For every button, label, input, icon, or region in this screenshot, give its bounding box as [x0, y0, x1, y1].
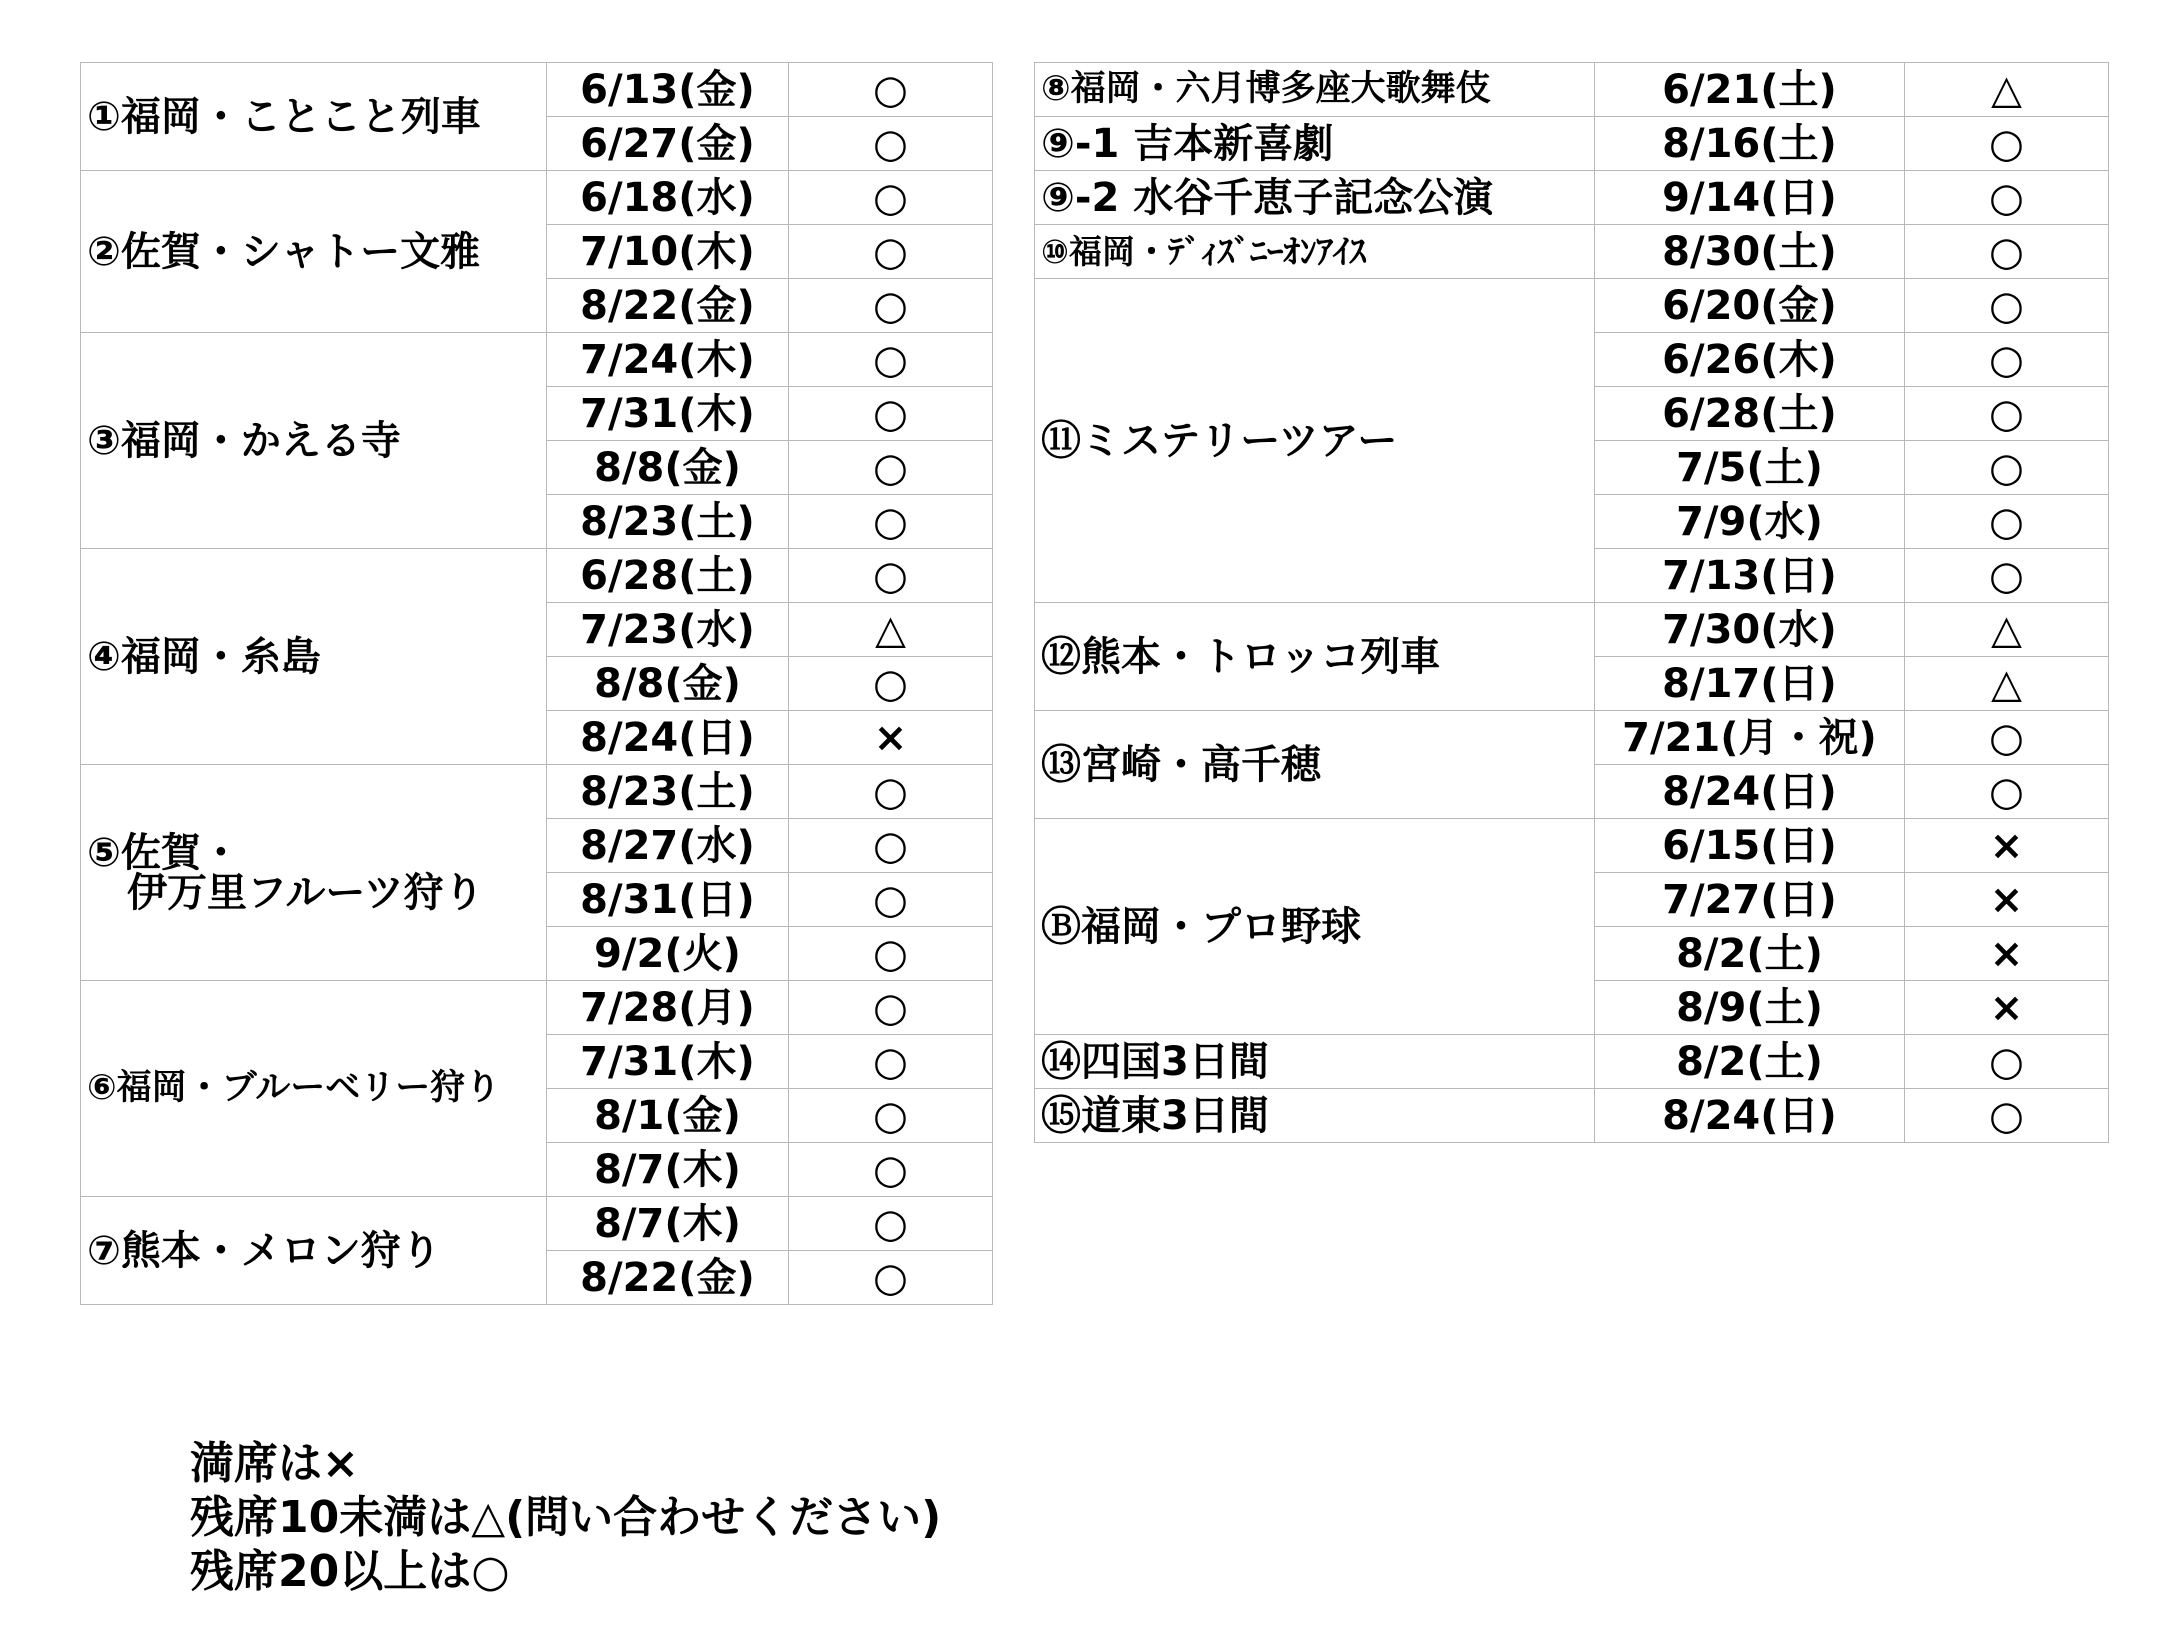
- tour-name-cell: [1035, 711, 1595, 819]
- tour-name-cell: [1035, 819, 1595, 1035]
- availability-cell: ○: [789, 225, 993, 279]
- tour-name-cell: [1035, 279, 1595, 603]
- availability-cell: ○: [789, 1035, 993, 1089]
- table-row: [81, 333, 993, 387]
- date-cell: 7/13(日): [1595, 549, 1905, 603]
- left-schedule-body: [81, 63, 993, 1305]
- availability-cell: ○: [1905, 171, 2109, 225]
- tour-name-line: ⑧福岡・六月博多座大歌舞伎: [1041, 69, 1491, 109]
- date-cell: 8/2(土): [1595, 927, 1905, 981]
- tour-name-cell: [1035, 225, 1595, 279]
- legend-few: 残席10未満は△(問い合わせください): [190, 1492, 942, 1543]
- availability-cell: △: [789, 603, 993, 657]
- date-cell: 7/10(木): [547, 225, 789, 279]
- availability-cell: ○: [789, 981, 993, 1035]
- availability-cell: ○: [1905, 387, 2109, 441]
- table-row: [81, 549, 993, 603]
- date-cell: 8/2(土): [1595, 1035, 1905, 1089]
- date-cell: 6/28(土): [1595, 387, 1905, 441]
- date-cell: 7/28(月): [547, 981, 789, 1035]
- table-row: [1035, 117, 2109, 171]
- date-cell: 8/31(日): [547, 873, 789, 927]
- tour-name-cell: [81, 549, 547, 765]
- tour-name-line: ①福岡・ことこと列車: [87, 93, 481, 140]
- availability-cell: ○: [789, 657, 993, 711]
- availability-cell: ○: [789, 1089, 993, 1143]
- tour-name-cell: [1035, 171, 1595, 225]
- date-cell: 6/28(土): [547, 549, 789, 603]
- availability-cell: ○: [789, 1143, 993, 1197]
- tour-name-line: ⑫熊本・トロッコ列車: [1041, 633, 1441, 680]
- availability-cell: ○: [789, 441, 993, 495]
- tour-name-line: ⑭四国3日間: [1041, 1038, 1269, 1085]
- date-cell: 6/20(金): [1595, 279, 1905, 333]
- date-cell: 7/27(日): [1595, 873, 1905, 927]
- date-cell: 7/23(水): [547, 603, 789, 657]
- availability-cell: ○: [1905, 279, 2109, 333]
- date-cell: 7/24(木): [547, 333, 789, 387]
- date-cell: 9/14(日): [1595, 171, 1905, 225]
- availability-cell: △: [1905, 603, 2109, 657]
- tour-name-line: ⑨-2 水谷千恵子記念公演: [1041, 174, 1494, 221]
- availability-cell: ○: [789, 117, 993, 171]
- legend: [190, 1437, 941, 1599]
- table-row: [1035, 1035, 2109, 1089]
- date-cell: 8/9(土): [1595, 981, 1905, 1035]
- date-cell: 8/16(土): [1595, 117, 1905, 171]
- tour-name-cell: [81, 765, 547, 981]
- table-row: [81, 1197, 993, 1251]
- availability-cell: ×: [1905, 819, 2109, 873]
- date-cell: 6/26(木): [1595, 333, 1905, 387]
- table-row: [1035, 1089, 2109, 1143]
- tour-name-line: ④福岡・糸島: [87, 633, 321, 680]
- tour-name-cell: [81, 333, 547, 549]
- availability-cell: ○: [789, 333, 993, 387]
- availability-cell: ○: [789, 1197, 993, 1251]
- date-cell: 8/27(水): [547, 819, 789, 873]
- availability-cell: ○: [789, 495, 993, 549]
- availability-cell: ○: [789, 1251, 993, 1305]
- table-row: [1035, 225, 2109, 279]
- availability-cell: △: [1905, 63, 2109, 117]
- tour-name-cell: [81, 63, 547, 171]
- date-cell: 8/24(日): [1595, 765, 1905, 819]
- availability-cell: ×: [789, 711, 993, 765]
- table-row: [1035, 63, 2109, 117]
- availability-cell: ○: [789, 819, 993, 873]
- date-cell: 7/9(水): [1595, 495, 1905, 549]
- legend-many: 残席20以上は○: [190, 1546, 510, 1597]
- availability-cell: ○: [1905, 1035, 2109, 1089]
- availability-cell: ○: [1905, 441, 2109, 495]
- date-cell: 7/31(木): [547, 1035, 789, 1089]
- right-schedule-body: [1035, 63, 2109, 1143]
- tour-name-cell: [1035, 63, 1595, 117]
- availability-cell: ○: [789, 63, 993, 117]
- date-cell: 8/17(日): [1595, 657, 1905, 711]
- tour-name-line: ⑬宮崎・高千穂: [1041, 741, 1321, 788]
- table-row: [81, 171, 993, 225]
- tour-name-line: ⑮道東3日間: [1041, 1092, 1269, 1139]
- availability-cell: ○: [1905, 225, 2109, 279]
- date-cell: 7/21(月・祝): [1595, 711, 1905, 765]
- availability-cell: ○: [789, 549, 993, 603]
- date-cell: 7/5(土): [1595, 441, 1905, 495]
- tour-name-line: ⑪ミステリーツアー: [1041, 417, 1398, 464]
- availability-cell: ×: [1905, 873, 2109, 927]
- date-cell: 8/1(金): [547, 1089, 789, 1143]
- tour-name-cell: [1035, 117, 1595, 171]
- date-cell: 8/22(金): [547, 1251, 789, 1305]
- table-row: [1035, 171, 2109, 225]
- availability-cell: ○: [1905, 117, 2109, 171]
- table-row: [1035, 819, 2109, 873]
- availability-cell: ○: [789, 171, 993, 225]
- availability-cell: ○: [1905, 765, 2109, 819]
- date-cell: 8/8(金): [547, 441, 789, 495]
- date-cell: 6/13(金): [547, 63, 789, 117]
- availability-cell: ○: [789, 765, 993, 819]
- table-row: [1035, 279, 2109, 333]
- tour-name-cell: [1035, 603, 1595, 711]
- tour-name-line: ⑦熊本・メロン狩り: [87, 1227, 441, 1274]
- table-row: [81, 981, 993, 1035]
- tour-name-line: ②佐賀・シャトー文雅: [87, 228, 481, 275]
- availability-cell: ×: [1905, 927, 2109, 981]
- date-cell: 7/31(木): [547, 387, 789, 441]
- date-cell: 9/2(火): [547, 927, 789, 981]
- availability-cell: ○: [1905, 333, 2109, 387]
- tour-name-line: ⑨-1 吉本新喜劇: [1041, 120, 1334, 167]
- table-row: [81, 63, 993, 117]
- date-cell: 8/7(木): [547, 1197, 789, 1251]
- availability-cell: ○: [789, 387, 993, 441]
- date-cell: 8/30(土): [1595, 225, 1905, 279]
- availability-cell: ×: [1905, 981, 2109, 1035]
- left-schedule-table: [80, 62, 993, 1305]
- availability-cell: ○: [789, 279, 993, 333]
- date-cell: 8/24(日): [1595, 1089, 1905, 1143]
- tour-name-line: ③福岡・かえる寺: [87, 417, 401, 464]
- date-cell: 6/21(土): [1595, 63, 1905, 117]
- date-cell: 8/8(金): [547, 657, 789, 711]
- date-cell: 6/27(金): [547, 117, 789, 171]
- right-schedule-table: [1034, 62, 2109, 1143]
- availability-cell: ○: [1905, 495, 2109, 549]
- tour-name-cell: [81, 981, 547, 1197]
- legend-full: 満席は×: [190, 1438, 359, 1489]
- tour-name-cell: [81, 1197, 547, 1305]
- tour-name-cell: [1035, 1089, 1595, 1143]
- tour-name-cell: [1035, 1035, 1595, 1089]
- tour-name-line: ⑩福岡・ﾃﾞｨｽﾞﾆｰｵﾝｱｲｽ: [1041, 232, 1366, 271]
- date-cell: 8/24(日): [547, 711, 789, 765]
- tour-name-line: ⑤佐賀・: [87, 829, 241, 876]
- date-cell: 8/23(土): [547, 765, 789, 819]
- table-row: [1035, 711, 2109, 765]
- date-cell: 6/15(日): [1595, 819, 1905, 873]
- availability-cell: △: [1905, 657, 2109, 711]
- availability-cell: ○: [1905, 711, 2109, 765]
- tour-name-line: 伊万里フルーツ狩り: [87, 869, 484, 916]
- tour-name-cell: [81, 171, 547, 333]
- table-row: [81, 765, 993, 819]
- date-cell: 8/22(金): [547, 279, 789, 333]
- availability-cell: ○: [789, 927, 993, 981]
- availability-cell: ○: [1905, 549, 2109, 603]
- date-cell: 7/30(水): [1595, 603, 1905, 657]
- date-cell: 8/23(土): [547, 495, 789, 549]
- availability-cell: ○: [789, 873, 993, 927]
- date-cell: 8/7(木): [547, 1143, 789, 1197]
- date-cell: 6/18(水): [547, 171, 789, 225]
- availability-cell: ○: [1905, 1089, 2109, 1143]
- tour-name-line: Ⓑ福岡・プロ野球: [1041, 903, 1361, 950]
- tour-name-line: ⑥福岡・ブルーベリー狩り: [87, 1068, 501, 1108]
- table-row: [1035, 603, 2109, 657]
